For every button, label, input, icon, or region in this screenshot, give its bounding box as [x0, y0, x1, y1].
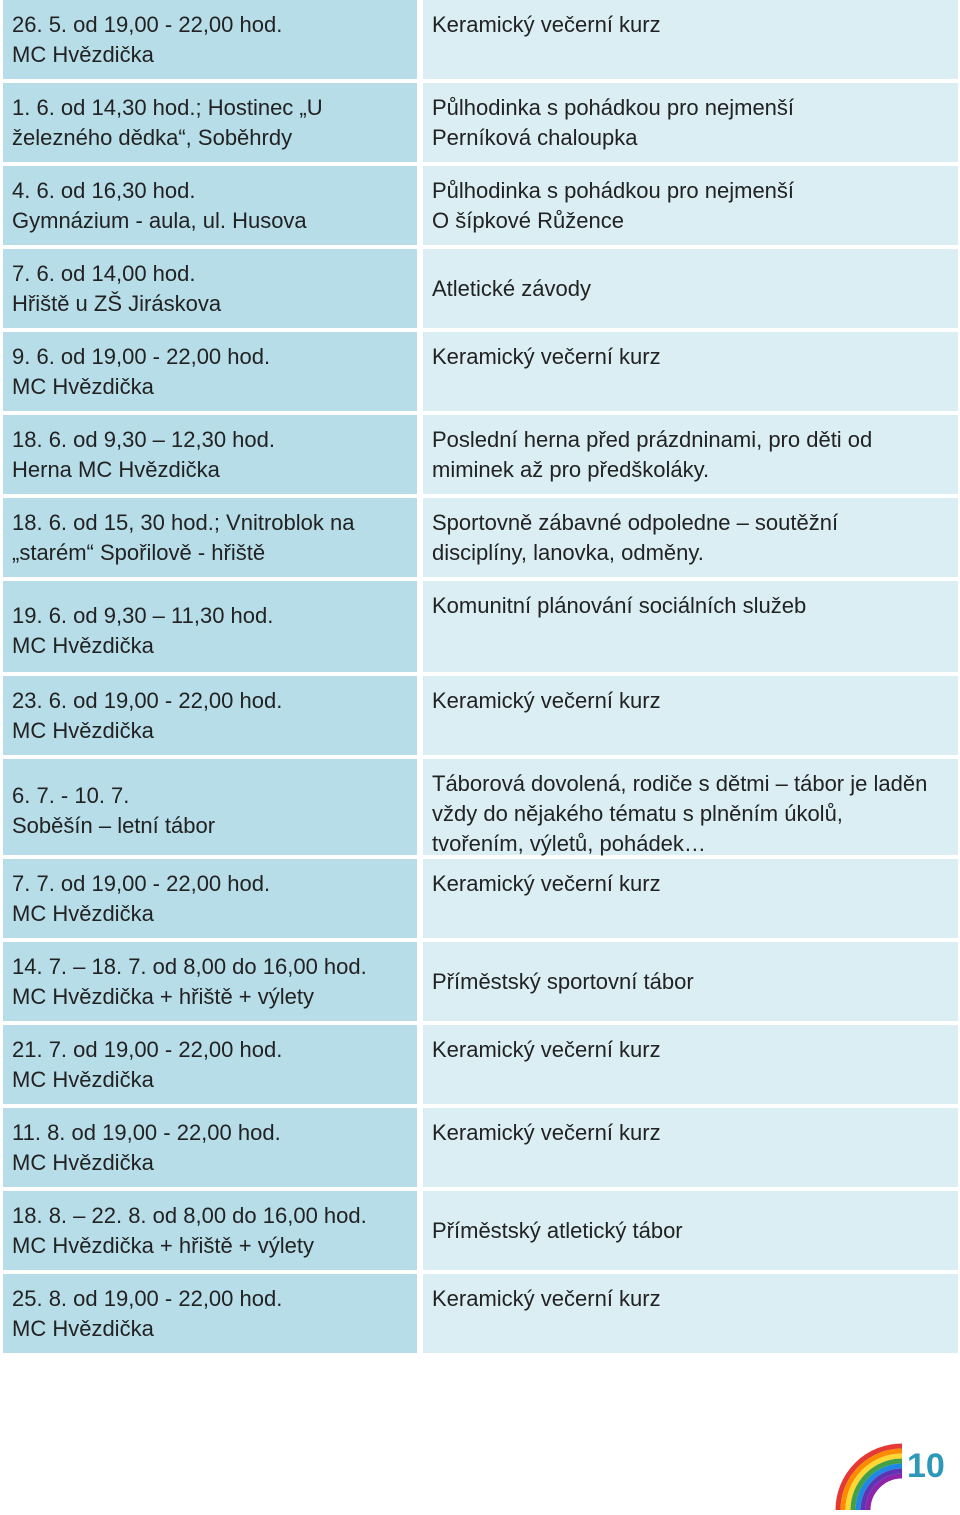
event-time-place-line: 18. 6. od 9,30 – 12,30 hod. — [12, 427, 276, 452]
event-description-line: Keramický večerní kurz — [432, 1286, 661, 1311]
table-row — [3, 759, 958, 855]
event-time-place-line: MC Hvězdička — [12, 718, 154, 743]
table-row — [3, 1025, 958, 1104]
event-description-line: Keramický večerní kurz — [432, 1120, 661, 1145]
table-row — [3, 1191, 958, 1270]
event-description-line: Komunitní plánování sociálních služeb — [432, 593, 807, 618]
table-row — [3, 676, 958, 755]
event-time-place-cell — [3, 1274, 417, 1353]
event-time-place-cell — [3, 759, 417, 855]
table-row — [3, 1108, 958, 1187]
event-description-cell — [423, 498, 958, 577]
event-time-place-cell — [3, 83, 417, 162]
event-time-place-line: 11. 8. od 19,00 - 22,00 hod. — [12, 1120, 281, 1145]
page-number: 10 — [907, 1447, 945, 1485]
event-time-place-line: 23. 6. od 19,00 - 22,00 hod. — [12, 688, 283, 713]
event-time-place-line: 21. 7. od 19,00 - 22,00 hod. — [12, 1037, 283, 1062]
event-description-line: Keramický večerní kurz — [432, 12, 661, 37]
event-description-line: Půlhodinka s pohádkou pro nejmenší — [432, 95, 795, 120]
event-time-place-line: MC Hvězdička — [12, 374, 154, 399]
event-description-cell — [423, 166, 958, 245]
table-row — [3, 166, 958, 245]
event-time-place-line: železného dědka“, Soběhrdy — [12, 125, 293, 150]
event-description-line: Keramický večerní kurz — [432, 344, 661, 369]
event-description-cell — [423, 581, 958, 672]
table-row — [3, 859, 958, 938]
table-row — [3, 498, 958, 577]
event-time-place-cell — [3, 0, 417, 79]
event-time-place-cell — [3, 249, 417, 328]
table-row — [3, 942, 958, 1021]
event-time-place-line: 6. 7. - 10. 7. — [12, 783, 130, 808]
event-time-place-cell — [3, 676, 417, 755]
event-description-line: miminek až pro předškoláky. — [432, 457, 710, 482]
event-time-place-cell — [3, 859, 417, 938]
event-description-line: Keramický večerní kurz — [432, 1037, 661, 1062]
event-time-place-line: 4. 6. od 16,30 hod. — [12, 178, 196, 203]
event-description-cell — [423, 1025, 958, 1104]
event-description-cell — [423, 1108, 958, 1187]
event-description-line: O šípkové Růžence — [432, 208, 624, 233]
rainbow-logo-icon — [834, 1442, 904, 1510]
event-description-cell — [423, 676, 958, 755]
event-time-place-cell — [3, 332, 417, 411]
event-time-place-cell — [3, 415, 417, 494]
event-time-place-line: „starém“ Spořilově - hřiště — [12, 540, 266, 565]
event-description-line: Keramický večerní kurz — [432, 688, 661, 713]
event-description-line: Perníková chaloupka — [432, 125, 638, 150]
event-time-place-line: MC Hvězdička + hřiště + výlety — [12, 1233, 314, 1258]
event-description-line: Příměstský atletický tábor — [432, 1217, 683, 1243]
event-time-place-cell — [3, 498, 417, 577]
event-time-place-line: 9. 6. od 19,00 - 22,00 hod. — [12, 344, 271, 369]
event-time-place-line: 19. 6. od 9,30 – 11,30 hod. — [12, 603, 274, 628]
event-description-cell — [423, 759, 958, 855]
table-row — [3, 415, 958, 494]
event-time-place-line: 1. 6. od 14,30 hod.; Hostinec „U — [12, 95, 323, 120]
event-schedule-table — [3, 0, 958, 1357]
event-time-place-cell — [3, 1108, 417, 1187]
event-time-place-line: MC Hvězdička — [12, 901, 154, 926]
event-description-line: Táborová dovolená, rodiče s dětmi – tábor je laděn — [432, 771, 928, 796]
event-time-place-line: Hřiště u ZŠ Jiráskova — [12, 291, 222, 316]
event-description-line: Příměstský sportovní tábor — [432, 968, 694, 994]
event-time-place-line: MC Hvězdička — [12, 42, 154, 67]
event-description-cell — [423, 83, 958, 162]
event-description-line: Keramický večerní kurz — [432, 871, 661, 896]
event-time-place-line: MC Hvězdička — [12, 1067, 154, 1092]
event-time-place-line: MC Hvězdička — [12, 1316, 154, 1341]
event-description-line: Poslední herna před prázdninami, pro děti od — [432, 427, 873, 452]
event-time-place-line: 7. 6. od 14,00 hod. — [12, 261, 196, 286]
event-description-line: Atletické závody — [432, 275, 591, 301]
event-time-place-cell — [3, 942, 417, 1021]
event-description-cell — [423, 859, 958, 938]
event-description-line: tvořením, výletů, pohádek… — [432, 831, 706, 856]
event-description-line: Půlhodinka s pohádkou pro nejmenší — [432, 178, 795, 203]
table-row — [3, 1274, 958, 1353]
event-time-place-line: 25. 8. od 19,00 - 22,00 hod. — [12, 1286, 283, 1311]
event-description-cell — [423, 249, 958, 328]
event-time-place-line: Herna MC Hvězdička — [12, 457, 220, 482]
event-description-line: Sportovně zábavné odpoledne – soutěžní — [432, 510, 839, 535]
event-time-place-line: MC Hvězdička — [12, 1150, 154, 1175]
event-time-place-line: 14. 7. – 18. 7. od 8,00 do 16,00 hod. — [12, 954, 367, 979]
event-description-line: disciplíny, lanovka, odměny. — [432, 540, 704, 565]
event-description-line: vždy do nějakého tématu s plněním úkolů, — [432, 801, 843, 826]
event-time-place-line: MC Hvězdička + hřiště + výlety — [12, 984, 314, 1009]
event-time-place-line: 18. 8. – 22. 8. od 8,00 do 16,00 hod. — [12, 1203, 367, 1228]
event-description-cell — [423, 415, 958, 494]
table-row — [3, 581, 958, 672]
table-row — [3, 83, 958, 162]
event-time-place-cell — [3, 1191, 417, 1270]
table-row — [3, 249, 958, 328]
event-description-cell — [423, 332, 958, 411]
event-time-place-line: MC Hvězdička — [12, 633, 154, 658]
table-row — [3, 332, 958, 411]
event-description-cell — [423, 942, 958, 1021]
event-description-cell — [423, 1274, 958, 1353]
event-description-cell — [423, 1191, 958, 1270]
event-time-place-cell — [3, 581, 417, 672]
event-time-place-cell — [3, 1025, 417, 1104]
event-time-place-line: 7. 7. od 19,00 - 22,00 hod. — [12, 871, 271, 896]
event-description-cell — [423, 0, 958, 79]
event-time-place-line: 26. 5. od 19,00 - 22,00 hod. — [12, 12, 283, 37]
event-time-place-line: 18. 6. od 15, 30 hod.; Vnitroblok na — [12, 510, 355, 535]
event-time-place-line: Soběšín – letní tábor — [12, 813, 216, 838]
event-time-place-line: Gymnázium - aula, ul. Husova — [12, 208, 307, 233]
table-row — [3, 0, 958, 79]
event-time-place-cell — [3, 166, 417, 245]
